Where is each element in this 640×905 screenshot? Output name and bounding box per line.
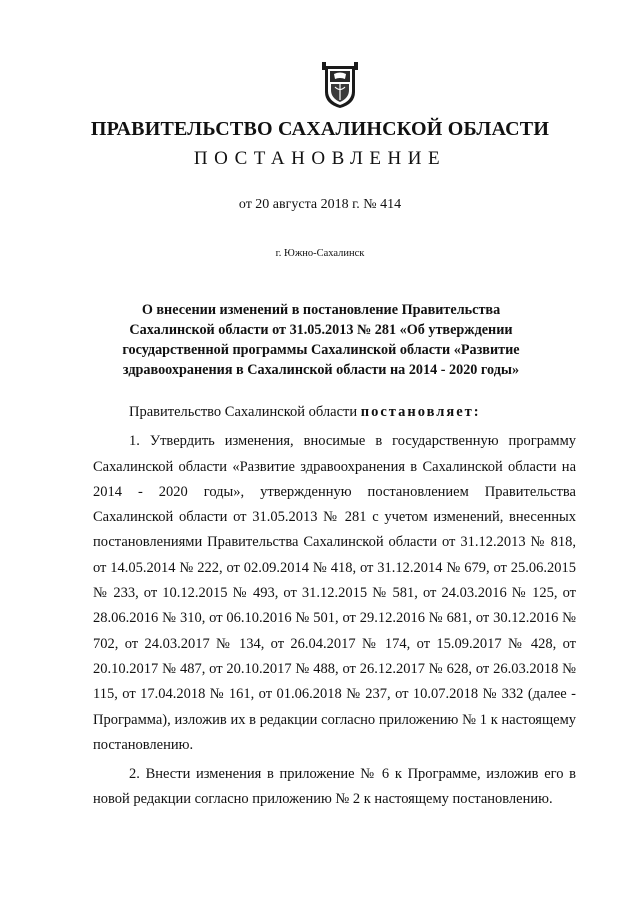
paragraph-2: 2. Внести изменения в приложение № 6 к Программе, изложив его в новой редакции согласно приложению № 2 к настоящему постановлению. <box>93 766 576 808</box>
paragraph-1: 1. Утвердить изменения, вносимые в государственную программу Сахалинской области «Развитие здравоохранения в Сахалинской области на 2014 - 2020 годы», утвержденную постановлением Правительства Сахалинской области от 31.05.2013 № 281 с учетом изменений, внесенных постановлениями Правительства Сахалинской области от 31.12.2013 № 818, от 14.05.2014 № 222, от 02.09.2014 № 418, от 31.12.2014 № 679, от 25.06.2015 № 233, от 10.12.2015 № 493, от 31.12.2015 № 581, от 24.03.2016 № 125, от 28.06.2016 № 310, от 06.10.2016 № 501, от 29.12.2016 № 681, от 30.12.2016 № 702, от 24.03.2017 № 134, от 26.04.2017 № 174, от 15.09.2017 № 428, от 20.10.2017 № 487, от 20.10.2017 № 488, от 26.12.2017 № 628, от 26.03.2018 № 115, от 17.04.2018 № 161, от 01.06.2018 № 237, от 10.07.2018 № 332 (далее - Программа), изложив их в редакции согласно приложению № 1 к настоящему постановлению. <box>93 433 576 753</box>
document-type: ПОСТАНОВЛЕНИЕ <box>193 148 447 169</box>
document-body <box>93 400 576 813</box>
sakhalin-coat-of-arms-icon <box>322 62 358 110</box>
issue-city: г. Южно-Сахалинск <box>275 248 365 259</box>
document-date-number: от 20 августа 2018 г. № 414 <box>238 197 402 212</box>
preamble-text: Правительство Сахалинской области <box>129 404 361 420</box>
preamble-verb: постановляет: <box>360 404 481 420</box>
document-subject: О внесении изменений в постановление Правительства Сахалинской области от 31.05.2013 № 281 «Об утверждении государственной программы Сахалинской области «Развитие здравоохранения в Сахалинской области на 2014 - 2020 годы» <box>122 302 520 378</box>
preamble <box>93 400 576 425</box>
government-title: ПРАВИТЕЛЬСТВО САХАЛИНСКОЙ ОБЛАСТИ <box>90 118 550 140</box>
